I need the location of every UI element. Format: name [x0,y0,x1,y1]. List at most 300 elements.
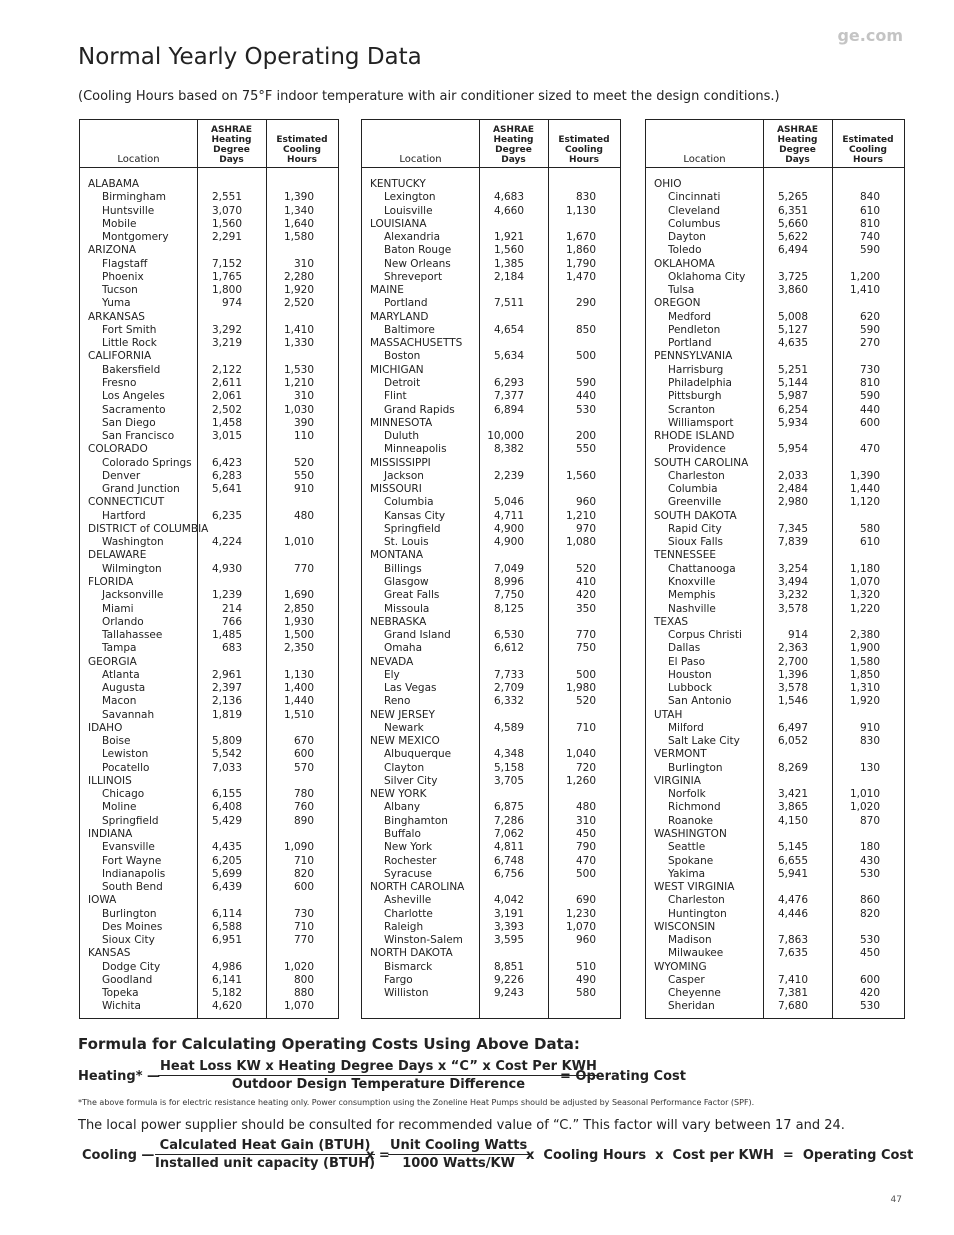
city-row [362,350,620,363]
cooling-hours-value: 2,380 [849,629,880,642]
city-row [80,510,338,523]
city-row [80,934,338,947]
city-row [80,762,338,775]
heating-degree-days-value: 9,243 [493,987,524,1000]
heating-degree-days-value: 7,863 [777,934,808,947]
heating-degree-days-value: 5,954 [777,443,808,456]
city-row [362,669,620,682]
city-row [646,244,904,257]
header-line: Cooling [565,145,603,155]
city-name: Pendleton [668,323,721,336]
city-name: San Francisco [102,430,175,443]
city-name: Corpus Christi [668,629,742,642]
state-row [80,894,338,907]
city-name: Denver [102,469,141,482]
heating-degree-days-value: 2,980 [777,496,808,509]
city-row [362,496,620,509]
cooling-hours-value: 310 [293,390,314,403]
city-name: Harrisburg [668,363,724,376]
heating-degree-days-value: 6,494 [777,244,808,257]
city-name: Winston-Salem [384,934,463,947]
cooling-hours-value: 2,280 [283,270,314,283]
city-row [646,762,904,775]
state-row [80,828,338,841]
state-name: PENNSYLVANIA [654,350,733,363]
heating-degree-days-value: 5,634 [493,350,524,363]
heating-degree-days-value: 6,254 [777,403,808,416]
cooling-hours-value: 1,210 [565,509,596,522]
state-name: UTAH [654,708,683,721]
city-row [646,801,904,814]
cooling-hours-value: 1,010 [283,536,314,549]
cooling-hours-value: 600 [293,881,314,894]
heating-degree-days-value: 7,377 [493,390,524,403]
city-name: Billings [384,562,422,575]
location-header: Location [117,154,160,165]
heating-degree-days-value: 4,446 [777,907,808,920]
city-name: Toledo [668,244,702,257]
city-row [362,258,620,271]
cooling-hours-value: 1,040 [565,748,596,761]
city-name: Richmond [668,801,721,814]
city-row [80,841,338,854]
cooling-hours-value: 1,390 [849,469,880,482]
heating-degree-days-value: 6,052 [777,735,808,748]
cooling-hours-value: 760 [293,801,314,814]
cooling-hours-value: 1,900 [849,642,880,655]
city-name: Burlington [668,761,723,774]
formula-heading: Formula for Calculating Operating Costs Using Above Data: [78,1035,580,1053]
cooling-hours-value: 2,850 [283,602,314,615]
heating-degree-days-value: 4,811 [493,841,524,854]
cooling-hours-value: 1,200 [849,270,880,283]
state-row [362,735,620,748]
city-name: Fresno [102,376,137,389]
city-name: Williamsport [668,416,734,429]
header-line: Estimated [276,135,328,145]
city-row [646,947,904,960]
cooling-hours-value: 430 [859,854,880,867]
state-name: CONNECTICUT [88,496,165,509]
city-name: Reno [384,695,411,708]
heating-degree-days-value: 6,235 [211,509,242,522]
cooling-hours-value: 290 [575,297,596,310]
state-name: OKLAHOMA [654,257,715,270]
cooling-hours-value: 1,130 [283,668,314,681]
city-row [362,523,620,536]
heating-degree-days-value: 4,654 [493,323,524,336]
city-row [646,324,904,337]
heating-degree-days-value: 1,485 [211,629,242,642]
heating-fraction [158,1059,599,1092]
state-name: NEW JERSEY [370,708,435,721]
cooling-hours-value: 830 [575,191,596,204]
state-row [646,961,904,974]
city-name: Buffalo [384,828,421,841]
cooling-hours-value: 850 [575,323,596,336]
city-row [80,682,338,695]
city-name: Rapid City [668,522,722,535]
cooling-hours-value: 580 [859,522,880,535]
heating-degree-days-value: 5,046 [493,496,524,509]
city-row [80,457,338,470]
city-name: Raleigh [384,920,424,933]
city-row [646,417,904,430]
city-name: Newark [384,721,424,734]
heating-degree-days-value: 2,363 [777,642,808,655]
cooling-hours-value: 1,530 [283,363,314,376]
state-row [646,178,904,191]
header-line: Days [501,155,526,165]
city-row [80,603,338,616]
cooling-hours-value: 730 [293,907,314,920]
city-name: Pittsburgh [668,390,722,403]
heating-degree-days-value: 2,700 [777,655,808,668]
cooling-hours-value: 1,400 [283,682,314,695]
state-name: NEW YORK [370,788,427,801]
city-row [362,205,620,218]
heating-degree-days-value: 3,015 [211,430,242,443]
city-row [80,961,338,974]
heating-degree-days-value: 6,588 [211,920,242,933]
city-row [80,324,338,337]
city-name: Columbia [668,483,718,496]
cooling-frac2-denominator: 1000 Watts/KW [402,1156,515,1171]
city-row [80,205,338,218]
state-name: IDAHO [88,721,123,734]
cooling-hours-value: 2,520 [283,297,314,310]
city-name: Fort Wayne [102,854,162,867]
heating-degree-days-value: 4,900 [493,522,524,535]
city-row [80,616,338,629]
city-row [80,748,338,761]
footnote: *The above formula is for electric resistance heating only. Power consumption using the Zoneline Heat Pumps should be adjusted by Seasonal Performance Factor (SPF). [78,1098,755,1107]
cooling-frac1-denominator: Installed unit capacity (BTUH) [155,1156,376,1171]
cooling-hours-value: 600 [859,973,880,986]
heating-degree-days-value: 5,941 [777,867,808,880]
heating-degree-days-value: 2,122 [211,363,242,376]
table-body [80,178,338,1014]
cooling-hours-value: 1,440 [849,483,880,496]
city-name: Huntington [668,907,727,920]
city-row [80,881,338,894]
city-name: Springfield [102,814,159,827]
heating-degree-days-value: 7,049 [493,562,524,575]
city-name: Alexandria [384,231,441,244]
heating-degree-days-value: 5,660 [777,217,808,230]
city-name: Savannah [102,708,155,721]
state-row [362,178,620,191]
city-name: Albany [384,801,421,814]
city-row [80,271,338,284]
cooling-hours-value: 1,210 [283,376,314,389]
heating-degree-days-value: 7,750 [493,589,524,602]
city-name: Boston [384,350,421,363]
cooling-hours-value: 500 [575,867,596,880]
page-number: 47 [890,1195,902,1205]
heating-degree-days-value: 5,008 [777,310,808,323]
heating-degree-days-value: 3,219 [211,337,242,350]
city-row [362,576,620,589]
state-row [362,947,620,960]
city-row [362,536,620,549]
cooling-hours-value: 960 [575,496,596,509]
state-row [362,364,620,377]
city-name: Tampa [102,642,137,655]
city-row [646,669,904,682]
city-name: Las Vegas [384,682,437,695]
city-name: Jacksonville [102,589,164,602]
city-row [646,483,904,496]
city-row [646,205,904,218]
state-name: DISTRICT of COLUMBIA [88,522,209,535]
city-row [646,191,904,204]
cooling-hours-value: 1,930 [283,615,314,628]
heating-degree-days-value: 4,635 [777,337,808,350]
heating-degree-days-value: 4,683 [493,191,524,204]
city-name: Orlando [102,615,144,628]
heating-degree-days-value: 6,293 [493,376,524,389]
city-name: Casper [668,973,705,986]
cooling-hours-value: 1,180 [849,562,880,575]
heating-degree-days-value: 6,423 [211,456,242,469]
city-row [362,510,620,523]
cooling-hours-value: 410 [575,575,596,588]
heating-degree-days-value: 2,397 [211,682,242,695]
cooling-hours-value: 270 [859,337,880,350]
city-row [646,974,904,987]
city-row [362,987,620,1000]
state-row [646,258,904,271]
city-name: Charleston [668,469,725,482]
state-row [646,616,904,629]
heating-degree-days-value: 2,961 [211,668,242,681]
city-name: Oklahoma City [668,270,746,283]
state-row [80,656,338,669]
city-row [646,642,904,655]
city-name: Madison [668,934,712,947]
city-name: Philadelphia [668,376,732,389]
cooling-hours-value: 480 [293,509,314,522]
city-name: Portland [384,297,428,310]
cooling-hours-value: 610 [859,204,880,217]
city-row [646,563,904,576]
heating-degree-days-value: 4,589 [493,721,524,734]
city-row [646,894,904,907]
state-row [646,828,904,841]
heating-degree-days-value: 3,860 [777,284,808,297]
page-subtitle: (Cooling Hours based on 75°F indoor temperature with air conditioner sized to meet the design conditions.) [78,89,780,104]
heating-degree-days-value: 1,458 [211,416,242,429]
cooling-hours-value: 590 [575,376,596,389]
location-header: Location [399,154,442,165]
state-row [646,457,904,470]
cooling-hours-value: 810 [859,217,880,230]
city-row [646,815,904,828]
state-name: OHIO [654,178,682,190]
cooling-hours-value: 1,020 [849,801,880,814]
city-row [362,244,620,257]
cooling-hours-value: 1,090 [283,841,314,854]
heating-degree-days-value: 2,061 [211,390,242,403]
cooling-hours-value: 770 [293,934,314,947]
city-row [80,430,338,443]
heating-degree-days-value: 2,239 [493,469,524,482]
state-row [646,549,904,562]
cooling-hours-value: 530 [575,403,596,416]
heating-degree-days-value: 5,429 [211,814,242,827]
cooling-tail: x Cooling Hours x Cost per KWH = Operating Cost [526,1148,914,1163]
state-name: ARKANSAS [88,310,145,323]
heating-degree-days-value: 4,900 [493,536,524,549]
city-row [646,218,904,231]
cooling-hours-value: 580 [575,987,596,1000]
city-row [646,231,904,244]
state-name: DELAWARE [88,549,147,562]
heating-degree-days-value: 1,560 [493,244,524,257]
city-name: Atlanta [102,668,140,681]
state-name: VIRGINIA [654,774,701,787]
city-row [646,311,904,324]
city-row [646,855,904,868]
heating-degree-days-value: 5,127 [777,323,808,336]
city-name: Sioux Falls [668,536,724,549]
state-row [80,722,338,735]
city-row [80,218,338,231]
heating-degree-days-value: 6,408 [211,801,242,814]
heating-degree-days-value: 6,155 [211,788,242,801]
heating-degree-days-value: 5,809 [211,735,242,748]
state-row [80,443,338,456]
table-body [646,178,904,1014]
cooling-hours-value: 740 [859,231,880,244]
city-name: Grand Island [384,629,451,642]
city-row [80,417,338,430]
state-name: ARIZONA [88,244,137,257]
cooling-hours-value: 870 [859,814,880,827]
city-row [646,443,904,456]
cooling-frac1-numerator: Calculated Heat Gain (BTUH) [155,1138,375,1155]
cooling-hours-value: 470 [859,443,880,456]
state-row [80,350,338,363]
city-name: Chicago [102,788,145,801]
heating-degree-days-value: 4,224 [211,536,242,549]
city-row [646,735,904,748]
cooling-hours-value: 480 [575,801,596,814]
cooling-hours-value: 1,030 [283,403,314,416]
state-row [362,549,620,562]
state-name: ILLINOIS [88,774,132,787]
cooling-hours-value: 730 [859,363,880,376]
heating-degree-days-value: 5,251 [777,363,808,376]
heating-degree-days-value: 4,986 [211,960,242,973]
cooling-hours-value: 820 [293,867,314,880]
heating-degree-days-value: 8,382 [493,443,524,456]
header-line: Degree [779,145,816,155]
city-row [362,324,620,337]
city-row [646,722,904,735]
cooling-hours-value: 1,340 [283,204,314,217]
city-row [646,377,904,390]
city-row [362,271,620,284]
heating-degree-days-value: 1,765 [211,270,242,283]
city-name: Columbia [384,496,434,509]
header-line: Days [785,155,810,165]
heating-degree-days-value: 7,033 [211,761,242,774]
state-row [80,496,338,509]
city-row [80,536,338,549]
city-row [80,364,338,377]
cooling-hours-value: 530 [859,1000,880,1013]
cooling-hours-value: 1,260 [565,774,596,787]
state-row [646,297,904,310]
state-name: MICHIGAN [370,363,424,376]
state-row [80,311,338,324]
city-row [646,390,904,403]
city-name: Wichita [102,1000,141,1013]
city-row [80,377,338,390]
city-row [362,695,620,708]
cooling-hours-value: 590 [859,323,880,336]
city-name: Minneapolis [384,443,447,456]
cooling-hours-value: 1,330 [283,337,314,350]
cooling-hours-value: 1,310 [849,682,880,695]
city-row [362,801,620,814]
city-row [362,390,620,403]
cooling-hours-value: 1,070 [283,1000,314,1013]
city-name: Louisville [384,204,433,217]
cooling-hours-value: 1,470 [565,270,596,283]
state-name: CALIFORNIA [88,350,152,363]
state-row [646,881,904,894]
city-row [80,695,338,708]
heating-degree-days-value: 3,578 [777,682,808,695]
cooling-hours-value: 550 [293,469,314,482]
heating-denominator: Outdoor Design Temperature Difference [231,1077,526,1092]
cooling-hours-value: 350 [575,602,596,615]
cooling-hours-value: 520 [575,695,596,708]
state-name: TEXAS [654,615,689,628]
city-row [646,934,904,947]
state-row [362,788,620,801]
state-row [362,709,620,722]
heating-degree-days-value: 5,158 [493,761,524,774]
state-row [646,775,904,788]
city-name: Flagstaff [102,257,148,270]
state-row [80,244,338,257]
state-row [80,523,338,536]
heating-degree-days-value: 3,725 [777,270,808,283]
city-name: Mobile [102,217,137,230]
page-title: Normal Yearly Operating Data [78,44,422,70]
state-row [362,616,620,629]
city-row [80,801,338,814]
city-name: Pocatello [102,761,150,774]
state-name: FLORIDA [88,575,134,588]
city-row [362,191,620,204]
cooling-hours-value: 1,670 [565,231,596,244]
heating-degree-days-value: 6,748 [493,854,524,867]
cooling-hours-value: 710 [575,721,596,734]
header-line: ASHRAE [776,125,819,135]
heating-degree-days-value: 5,699 [211,867,242,880]
heating-degree-days-value: 6,141 [211,973,242,986]
cooling-hours-value: 1,850 [849,668,880,681]
city-name: Los Angeles [102,390,165,403]
city-name: Huntsville [102,204,155,217]
cooling-hours-value: 720 [575,761,596,774]
cooling-hours-value: 970 [575,522,596,535]
